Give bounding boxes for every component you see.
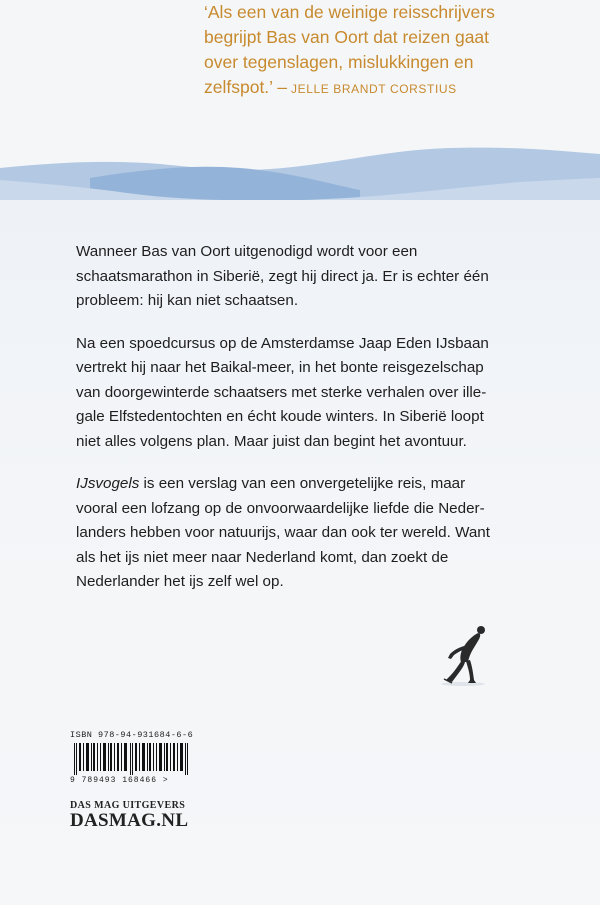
quote-author: JELLE BRANDT CORSTIUS	[291, 82, 457, 96]
blurb-line: niet alles volgens plan. Maar juist dan begint het avontuur.	[76, 432, 467, 450]
blurb-line: Na een spoedcursus op de Amsterdamse Jaap Eden IJsbaan	[76, 334, 489, 352]
quote-line-3: over tegenslagen, mislukkingen en	[204, 52, 474, 72]
book-title: IJsvogels	[76, 475, 140, 492]
publisher-website: DASMAG.NL	[70, 810, 189, 831]
blurb-line: als het ijs niet meer naar Nederland komt, dan zoekt de	[76, 548, 449, 566]
quote-line-4-text: zelfspot.’ –	[204, 77, 288, 97]
quote-line-1: ‘Als een van de weinige reisschrijvers	[204, 2, 495, 22]
blurb-line: schaatsmarathon in Siberië, zegt hij direct ja. Er is echter één	[76, 267, 489, 285]
blurb-line: Nederlander het ijs zelf wel op.	[76, 573, 284, 590]
barcode-bars	[70, 743, 196, 775]
quote-line-2: begrijpt Bas van Oort dat reizen gaat	[204, 27, 490, 47]
blurb-line	[76, 472, 596, 497]
barcode-block	[70, 730, 200, 788]
blurb-line: Wanneer Bas van Oort uitgenodigd wordt voor een	[76, 243, 418, 260]
blurb-line: vertrekt hij naar het Baikal-meer, in het bonte reisgezelschap	[76, 359, 484, 376]
blurb-paragraph-3	[76, 472, 596, 595]
barcode-digits: 9 789493 168466 >	[70, 776, 169, 785]
blurb-line: van doorgewinterde schaatsers met sterke verhalen over ille-	[76, 383, 487, 401]
blurb-line: gale Elfstedentochten en écht koude winters. In Siberië loopt	[76, 408, 484, 425]
blurb-line-rest: is een verslag van een onvergetelijke reis, maar	[139, 475, 466, 492]
quote-line-4	[204, 75, 594, 102]
publisher-block	[70, 800, 188, 831]
blurb-line: probleem: hij kan niet schaatsen.	[76, 292, 299, 309]
skater-illustration	[430, 622, 500, 692]
blurb-line: landers hebben voor natuurijs, waar dan ook ter wereld. Want	[76, 524, 490, 541]
blurb	[76, 240, 596, 613]
blurb-paragraph-2	[76, 332, 596, 455]
blurb-line: vooral een lofzang op de onvoorwaardelijke liefde die Neder-	[76, 499, 485, 517]
isbn-text: ISBN 978-94-931684-6-6	[70, 730, 194, 740]
blurb-paragraph-1	[76, 240, 596, 314]
publisher-name: DAS MAG UITGEVERS	[70, 800, 186, 811]
review-quote	[204, 0, 594, 102]
